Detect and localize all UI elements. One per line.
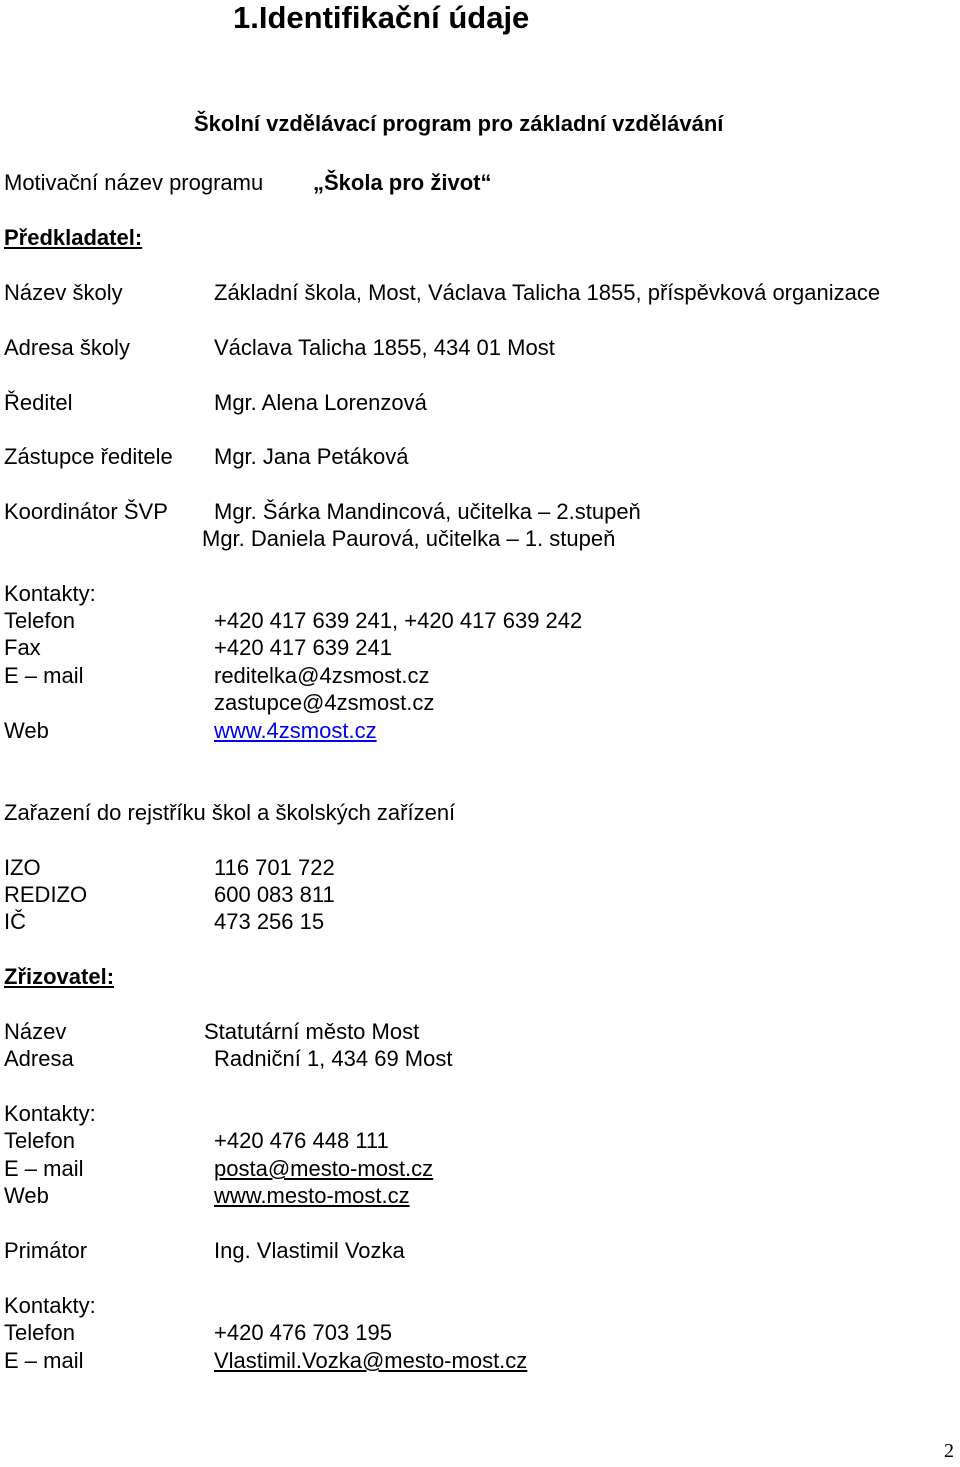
mayor-contacts-heading: Kontakty: bbox=[4, 1293, 96, 1318]
founder-name-value: Statutární město Most bbox=[204, 1019, 420, 1044]
founder-address-label: Adresa bbox=[4, 1046, 74, 1071]
web-link[interactable]: www.4zsmost.cz bbox=[214, 718, 377, 743]
school-address-label: Adresa školy bbox=[4, 335, 130, 360]
school-name-value: Základní škola, Most, Václava Talicha 1855, příspěvková organizace bbox=[214, 280, 881, 305]
email-value-2: zastupce@4zsmost.cz bbox=[214, 690, 435, 715]
page-title: 1.Identifikační údaje bbox=[233, 0, 530, 35]
fax-value: +420 417 639 241 bbox=[214, 635, 393, 660]
founder-web-label: Web bbox=[4, 1183, 49, 1208]
ic-label: IČ bbox=[4, 909, 26, 934]
registry-heading: Zařazení do rejstříku škol a školských zařízení bbox=[4, 800, 456, 825]
mayor-phone-label: Telefon bbox=[4, 1320, 75, 1345]
mayor-label: Primátor bbox=[4, 1238, 88, 1263]
phone-label: Telefon bbox=[4, 608, 75, 633]
motivation-label: Motivační název programu bbox=[4, 170, 264, 195]
school-name-label: Název školy bbox=[4, 280, 123, 305]
ic-value: 473 256 15 bbox=[214, 909, 325, 934]
director-value: Mgr. Alena Lorenzová bbox=[214, 390, 427, 415]
program-subtitle: Školní vzdělávací program pro základní vzdělávání bbox=[194, 111, 724, 136]
school-address-value: Václava Talicha 1855, 434 01 Most bbox=[214, 335, 555, 360]
deputy-label: Zástupce ředitele bbox=[4, 444, 173, 469]
phone-value: +420 417 639 241, +420 417 639 242 bbox=[214, 608, 583, 633]
izo-value: 116 701 722 bbox=[214, 855, 335, 880]
izo-label: IZO bbox=[4, 855, 41, 880]
coordinator-value-1: Mgr. Šárka Mandincová, učitelka – 2.stupeň bbox=[214, 499, 641, 524]
founder-name-label: Název bbox=[4, 1019, 67, 1044]
email-label: E – mail bbox=[4, 663, 84, 688]
founder-web-link[interactable]: www.mesto-most.cz bbox=[214, 1183, 410, 1208]
submitter-heading: Předkladatel: bbox=[4, 225, 143, 250]
deputy-value: Mgr. Jana Petáková bbox=[214, 444, 409, 469]
mayor-email-label: E – mail bbox=[4, 1348, 84, 1373]
email-value-1: reditelka@4zsmost.cz bbox=[214, 663, 430, 688]
founder-address-value: Radniční 1, 434 69 Most bbox=[214, 1046, 453, 1071]
fax-label: Fax bbox=[4, 635, 41, 660]
founder-email-label: E – mail bbox=[4, 1156, 84, 1181]
contacts-heading: Kontakty: bbox=[4, 581, 96, 606]
coordinator-label: Koordinátor ŠVP bbox=[4, 499, 168, 524]
founder-phone-label: Telefon bbox=[4, 1128, 75, 1153]
web-label: Web bbox=[4, 718, 49, 743]
mayor-value: Ing. Vlastimil Vozka bbox=[214, 1238, 405, 1263]
director-label: Ředitel bbox=[4, 390, 73, 415]
mayor-phone-value: +420 476 703 195 bbox=[214, 1320, 393, 1345]
redizo-value: 600 083 811 bbox=[214, 882, 335, 907]
founder-heading: Zřizovatel: bbox=[4, 964, 115, 989]
coordinator-value-2: Mgr. Daniela Paurová, učitelka – 1. stupeň bbox=[202, 526, 616, 551]
founder-phone-value: +420 476 448 111 bbox=[214, 1128, 389, 1153]
page-number: 2 bbox=[944, 1440, 954, 1462]
motivation-value: „Škola pro život“ bbox=[313, 170, 492, 195]
founder-email-link[interactable]: posta@mesto-most.cz bbox=[214, 1156, 434, 1181]
mayor-email-link[interactable]: Vlastimil.Vozka@mesto-most.cz bbox=[214, 1348, 528, 1373]
founder-contacts-heading: Kontakty: bbox=[4, 1101, 96, 1126]
redizo-label: REDIZO bbox=[4, 882, 88, 907]
